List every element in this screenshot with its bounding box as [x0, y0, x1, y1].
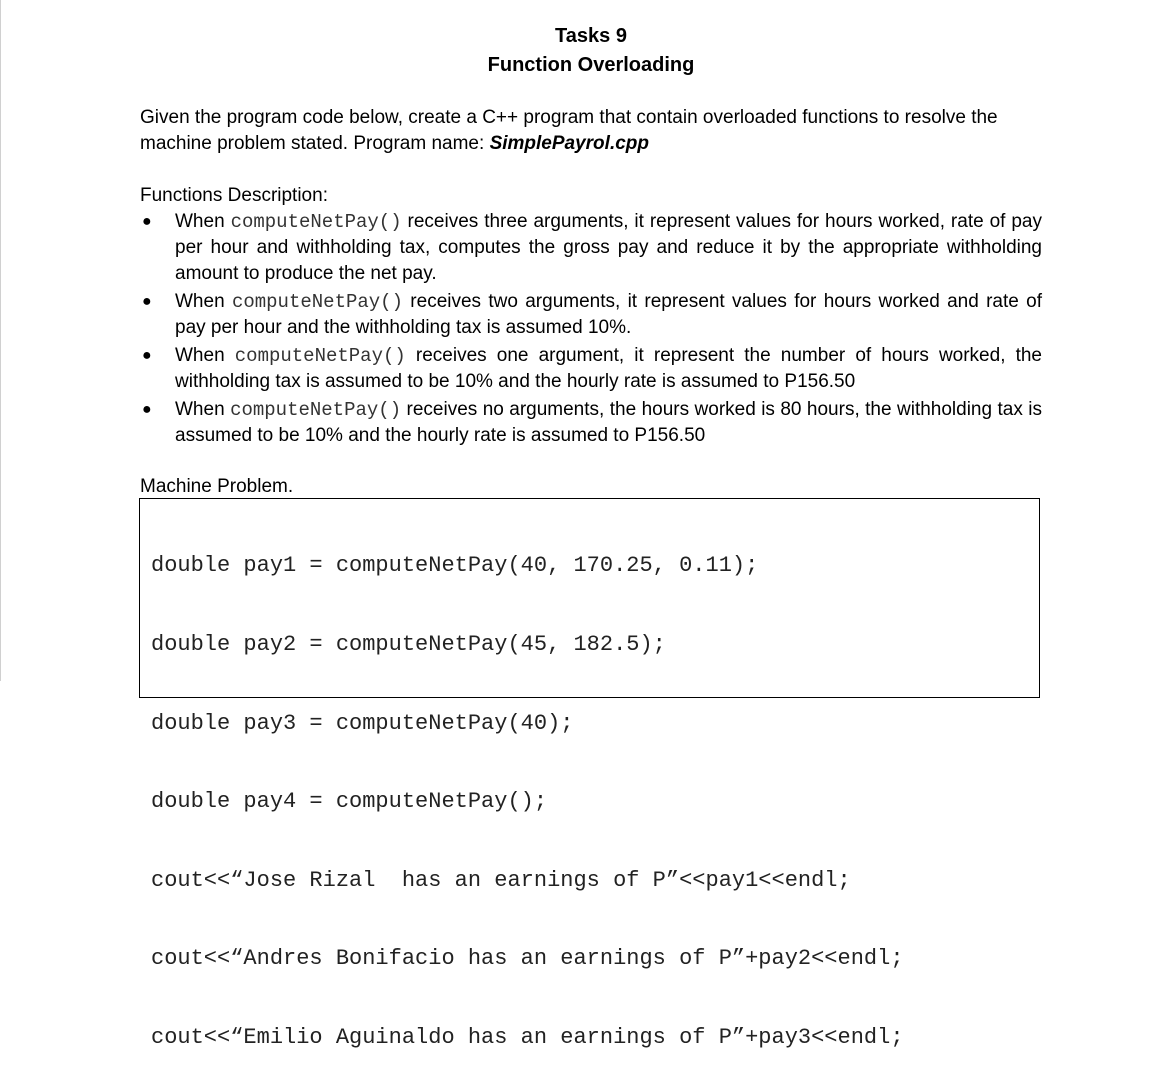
code-line: double pay1 = computeNetPay(40, 170.25, 0.11); — [151, 553, 759, 579]
list-item: ● When computeNetPay() receives two arguments, it represent values for hours worked and rate of pay per hour and the withholding tax is assumed 10%. — [142, 291, 1042, 338]
list-item: ● When computeNetPay() receives three arguments, it represent values for hours worked, rate of pay per hour and withholding tax, computes the gross pay and reduce it by the appropriate withholding amount to produce the net pay. — [142, 211, 1042, 284]
code-block — [139, 498, 1040, 1051]
intro-paragraph — [140, 105, 1040, 157]
page-title: Tasks 9 — [555, 25, 627, 47]
function-code: computeNetPay() — [230, 211, 402, 233]
code-line: double pay3 = computeNetPay(40); — [151, 710, 574, 736]
intro-text: Given the program code below, create a C++ program that contain overloaded functions to resolve the machine problem stated. Program name: — [140, 107, 998, 154]
page-subtitle: Function Overloading — [487, 54, 695, 76]
program-name: SimplePayrol.cpp — [489, 133, 650, 154]
list-item: ● When computeNetPay() receives no arguments, the hours worked is 80 hours, the withholding tax is assumed to be 10% and the hourly rate is assumed to P156.50 — [142, 399, 1042, 446]
function-code: computeNetPay() — [231, 291, 403, 313]
function-code: computeNetPay() — [230, 399, 402, 421]
code-line: cout<<“Andres Bonifacio has an earnings of P”+pay2<<endl; — [151, 946, 904, 972]
code-line: double pay2 = computeNetPay(45, 182.5); — [151, 632, 666, 658]
code-line: cout<<“Emilio Aguinaldo has an earnings of P”+pay3<<endl; — [151, 1025, 904, 1051]
bullet-icon: ● — [142, 401, 152, 418]
bullet-icon: ● — [142, 293, 152, 310]
function-code: computeNetPay() — [234, 345, 406, 367]
bullet-icon: ● — [142, 213, 152, 230]
code-line: cout<<“Jose Rizal has an earnings of P”<<pay1<<endl; — [151, 867, 851, 893]
list-item: ● When computeNetPay() receives one argument, it represent the number of hours worked, the withholding tax is assumed to be 10% and the hourly rate is assumed to P156.50 — [142, 345, 1042, 392]
bullet-icon: ● — [142, 347, 152, 364]
machine-problem-heading: Machine Problem. — [140, 476, 294, 497]
code-line: double pay4 = computeNetPay(); — [151, 789, 548, 815]
functions-heading: Functions Description: — [140, 185, 328, 206]
title-block — [0, 22, 1172, 80]
page-border — [0, 0, 1, 681]
functions-list — [140, 209, 1042, 451]
